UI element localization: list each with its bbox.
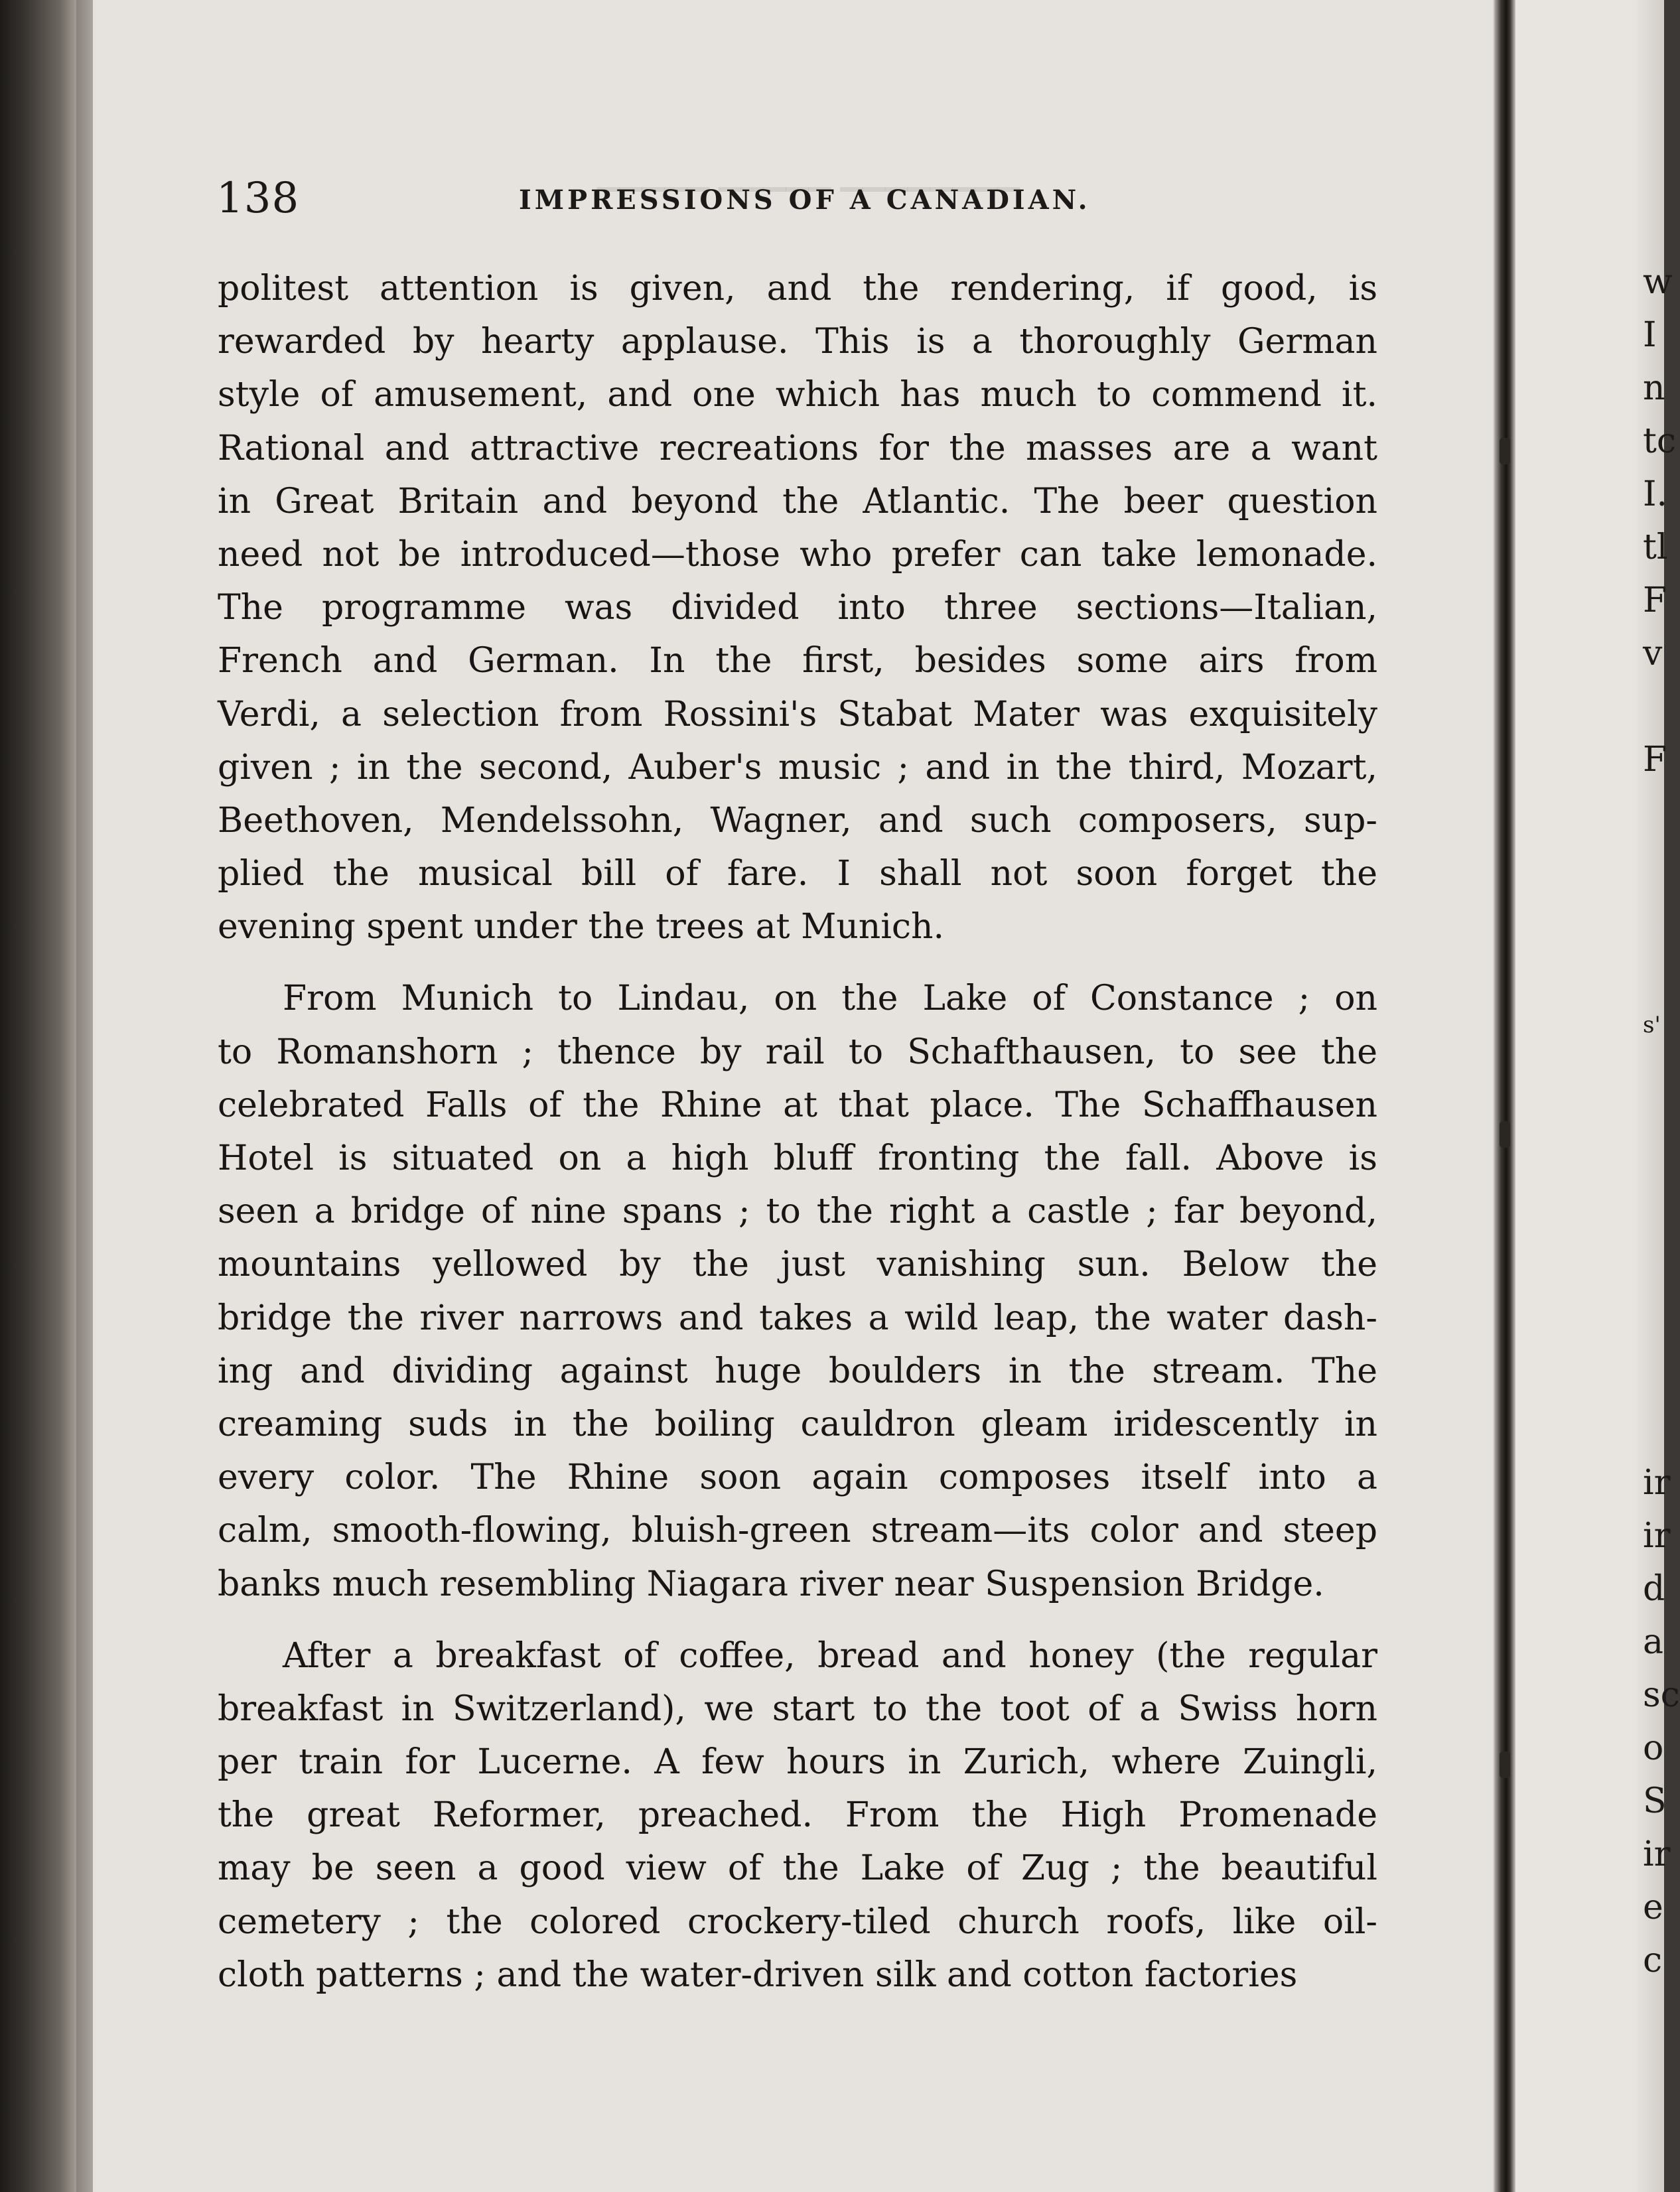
text-line: breakfast in Switzerland), we start to the toot of a Swiss horn — [218, 1688, 1377, 1729]
text-line: may be seen a good view of the Lake of Zug ; the beautiful — [218, 1848, 1377, 1889]
text-line: given ; in the second, Auber's music ; and in the third, Mozart, — [218, 747, 1377, 788]
text-line: Verdi, a selection from Rossini's Stabat Mater was exquisitely — [218, 694, 1377, 734]
facing-page-fragment: a — [1643, 1622, 1664, 1662]
facing-page-fragment: sc — [1643, 1675, 1680, 1715]
paragraph — [218, 262, 1377, 953]
text-line: style of amusement, and one which has much to commend it. — [218, 375, 1377, 415]
facing-page-fragment: I. — [1643, 474, 1668, 514]
text-line: French and German. In the first, besides some airs from — [218, 641, 1377, 681]
facing-page-fragment: tl — [1643, 527, 1668, 567]
text-line: mountains yellowed by the just vanishing sun. Below the — [218, 1245, 1377, 1285]
text-line: Hotel is situated on a high bluff fronting the fall. Above is — [218, 1138, 1377, 1178]
text-line: From Munich to Lindau, on the Lake of Constance ; on — [283, 979, 1377, 1019]
facing-page-fragment: n — [1643, 368, 1665, 408]
text-line: to Romanshorn ; thence by rail to Schafthausen, to see the — [218, 1032, 1377, 1072]
text-line: evening spent under the trees at Munich. — [218, 907, 945, 947]
text-line: creaming suds in the boiling cauldron gleam iridescently in — [218, 1404, 1377, 1444]
text-line: ing and dividing against huge boulders in the stream. The — [218, 1351, 1377, 1391]
facing-page-fragment: o — [1643, 1728, 1664, 1768]
text-line: The programme was divided into three sections—Italian, — [218, 588, 1377, 628]
facing-page-fragment: c — [1643, 1941, 1663, 1980]
text-line: Rational and attractive recreations for the masses are a want — [218, 428, 1377, 468]
facing-page-fragment: ir — [1643, 1463, 1671, 1503]
binding-thread-mark — [1500, 1121, 1510, 1148]
text-line: Beethoven, Mendelssohn, Wagner, and such composers, sup- — [218, 800, 1377, 841]
facing-page-fragment: d — [1643, 1569, 1665, 1609]
text-line: calm, smooth-flowing, bluish-green stream—its color and steep — [218, 1511, 1377, 1551]
body-text — [218, 262, 1377, 2002]
show-through-shadow: ▁▁▁▁▁ ▁▁▁▁▁ ▁▁▁▁▁▁▁▁ — [597, 158, 1020, 192]
binding-thread-mark — [1500, 1751, 1510, 1778]
text-line: bridge the river narrows and takes a wild leap, the water dash- — [218, 1298, 1377, 1338]
text-line: celebrated Falls of the Rhine at that place. The Schaffhausen — [218, 1085, 1377, 1125]
text-line: banks much resembling Niagara river near Suspension Bridge. — [218, 1564, 1324, 1604]
facing-page-fragment: F — [1643, 740, 1667, 780]
text-line: the great Reformer, preached. From the High Promenade — [218, 1795, 1377, 1836]
book-gutter — [1494, 0, 1515, 2192]
page-number: 138 — [216, 174, 300, 223]
facing-page-fragment: v — [1643, 634, 1663, 673]
facing-page-fragment: I — [1643, 315, 1657, 355]
text-line: politest attention is given, and the rendering, if good, is — [218, 269, 1377, 308]
text-line: per train for Lucerne. A few hours in Zurich, where Zuingli, — [218, 1742, 1377, 1783]
paragraph — [218, 972, 1377, 1610]
text-line: After a breakfast of coffee, bread and honey (the regular — [283, 1635, 1377, 1676]
facing-page-fragment: S — [1643, 1781, 1667, 1821]
binding-thread-mark — [1500, 438, 1510, 464]
text-line: every color. The Rhine soon again composes itself into a — [218, 1458, 1377, 1498]
text-line: plied the musical bill of fare. I shall not soon forget the — [218, 854, 1377, 894]
facing-page-fragment: ir — [1643, 1834, 1671, 1874]
facing-page-fragment: tc — [1643, 421, 1677, 461]
running-head: IMPRESSIONS OF A CANADIAN. — [519, 184, 1091, 216]
text-line: cemetery ; the colored crockery-tiled church roofs, like oil- — [218, 1901, 1377, 1942]
text-line: in Great Britain and beyond the Atlantic. The beer question — [218, 481, 1377, 521]
facing-page-fragment: w — [1643, 262, 1673, 302]
facing-page-fragment: s' — [1643, 1012, 1661, 1038]
facing-page-fragment: F — [1643, 581, 1667, 620]
text-line: need not be introduced—those who prefer can take lemonade. — [218, 534, 1377, 575]
facing-page-fragment: e — [1643, 1887, 1663, 1927]
facing-page-fragment: ir — [1643, 1516, 1671, 1556]
book-spine-edge — [0, 0, 76, 2192]
text-line: cloth patterns ; and the water-driven silk and cotton factories — [218, 1954, 1298, 1995]
text-line: rewarded by hearty applause. This is a thoroughly German — [218, 322, 1377, 362]
text-line: seen a bridge of nine spans ; to the right a castle ; far beyond, — [218, 1192, 1377, 1232]
paragraph — [218, 1629, 1377, 2002]
